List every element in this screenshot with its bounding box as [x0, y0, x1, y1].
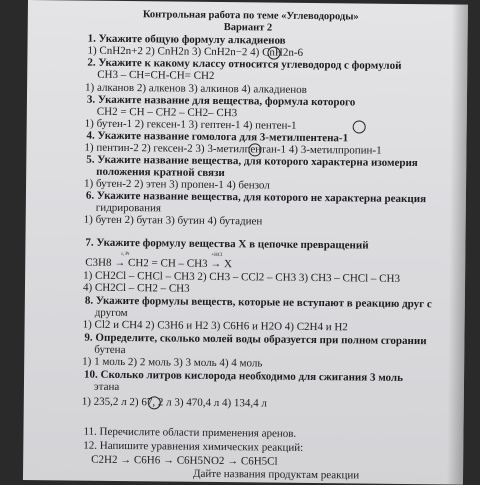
chain-7: C3H8 → CH2 = CH – CH3 → X [85, 256, 233, 271]
test-sheet [23, 0, 468, 485]
answers-7-row1: 1) CH2Cl – CHCl – CH3 2) CH3 – CCl2 – CH3 3) CH3 – CHCl – CH3 [83, 269, 401, 285]
reaction-condition-2: +HCl [211, 252, 223, 259]
question-8-cont: другом [94, 306, 128, 320]
pen-circle-mark [353, 120, 366, 133]
question-9-cont: бутена [94, 343, 126, 357]
question-10: 10. Сколько литров кислорода необходимо для сжигания 3 моль [84, 368, 404, 384]
chain-12: C2H2 → C6H6 → C6H5NO2 → C6H5Cl [91, 453, 278, 468]
answers-2: 1) алканов 2) алкенов 3) алкинов 4) алкадиенов [85, 81, 307, 96]
formula-3: CH2 = CH – CH2 – CH2– CH3 [96, 105, 238, 120]
answers-4: 1) пентин-2 2) гексен-2 3) 3-метилпентан-1 4) 3-метилпропин-1 [84, 141, 382, 157]
question-1: 1. Укажите общую формулу алкадиенов [87, 32, 286, 47]
formula-2: CH3 – CH=CH-CH= CH2 [97, 68, 215, 82]
question-5-cont: положения кратной связи [96, 165, 225, 180]
question-11: 11. Перечислите области применения аренов. [83, 425, 297, 440]
question-3: 3. Укажите название для вещества, формула которого [86, 93, 356, 109]
answers-6: 1) бутен 2) бутан 3) бутин 4) бутадиен [83, 213, 263, 228]
question-12: 12. Напишите уравнения химических реакций: [83, 439, 304, 454]
pen-circle-mark [148, 396, 161, 409]
question-12-cont: Дайте названия продуктам реакции [192, 467, 360, 482]
question-9: 9. Определите, сколько молей воды образуется при полном сгорании [84, 331, 427, 348]
question-6: 6. Укажите название вещества, для которого не характерна реакция [85, 189, 427, 206]
test-title: Контрольная работа по теме «Углеводороды» [142, 9, 359, 23]
question-6-cont: гидрирования [95, 201, 162, 215]
answers-8: 1) Cl2 и CH4 2) C3H6 и H2 3) C6H6 и H2O 4) C2H4 и H2 [82, 318, 348, 334]
answers-3: 1) бутен-1 2) гексен-1 3) гептен-1 4) пентен-1 [84, 117, 297, 132]
question-8: 8. Укажите формулы веществ, которые не вступают в реакцию друг с [84, 294, 432, 311]
answers-5: 1) бутен-2 2) этен 3) пропен-1 4) бензол [84, 177, 270, 192]
question-10-cont: этана [93, 380, 120, 393]
question-5: 5. Укажите название вещества, для которого характерна изомерия [86, 153, 418, 170]
question-2: 2. Укажите к какому классу относится углеводород с формулой [87, 56, 402, 72]
question-4: 4. Укажите название гомолога для 3-метилпентена-1 [86, 129, 349, 145]
page-shadow [447, 4, 468, 484]
reaction-condition-1: t, Pt [121, 251, 130, 258]
answers-7-row2: 4) CH2Cl – CH2 – CH3 [82, 281, 190, 295]
answers-1: 1) CnH2n+2 2) CnH2n 3) CnH2n−2 4) CnH2n-6 [87, 44, 304, 59]
question-7: 7. Укажите формулу вещества Х в цепочке превращений [85, 236, 369, 252]
answers-10: 1) 235,2 л 2) 67, 2 л 3) 470,4 л 4) 134,4 л [81, 395, 267, 410]
answers-9: 1) 1 моль 2) 2 моль 3) 3 моль 4) 4 моль [82, 355, 263, 370]
variant-label: Вариант 2 [223, 22, 273, 34]
